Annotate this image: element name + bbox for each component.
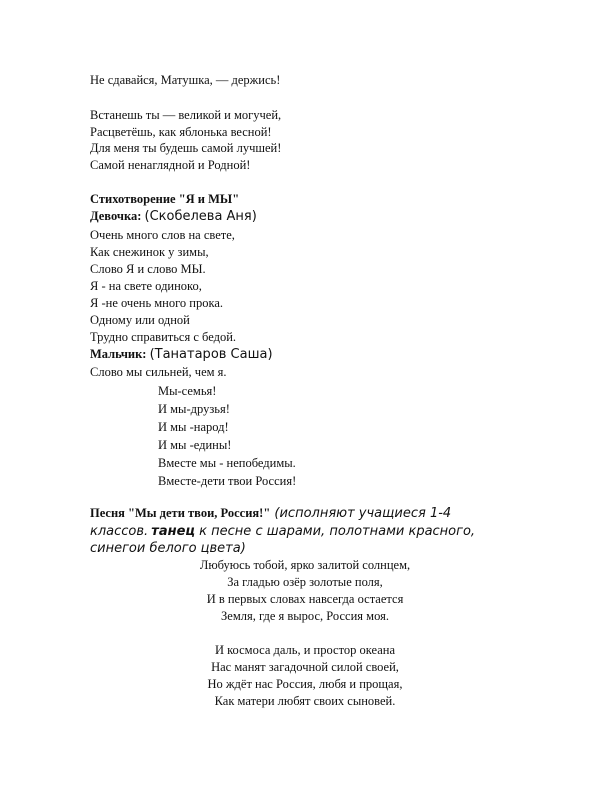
song-line: Нас манят загадочной силой своей, — [211, 660, 399, 674]
speaker-name: (Скобелева Аня) — [144, 209, 257, 224]
song-note-emphasis: танец — [151, 524, 196, 539]
speaker-line — [90, 346, 273, 363]
speaker-line — [90, 208, 257, 225]
poem-line: Трудно справиться с бедой. — [90, 330, 237, 344]
song-note-line — [90, 540, 246, 557]
song-title: Песня "Мы дети твои, Россия!" — [90, 506, 271, 520]
poem-line: Слово Я и слово МЫ. — [90, 262, 206, 276]
poem-line: Встанешь ты — великой и могучей, — [90, 108, 282, 122]
poem-line: Слово мы сильней, чем я. — [90, 365, 227, 379]
song-note: синегои белого цвета) — [90, 541, 246, 556]
song-note: классов. — [90, 524, 149, 539]
song-line: И в первых словах навсегда остается — [206, 592, 404, 606]
poem-line: Я -не очень много прока. — [90, 296, 224, 310]
poem-line: Не сдавайся, Матушка, — держись! — [90, 73, 281, 87]
song-note-line — [90, 523, 475, 540]
poem-line: Очень много слов на свете, — [90, 228, 235, 242]
song-line: Как матери любят своих сыновей. — [214, 694, 396, 708]
speaker-label: Девочка: — [90, 209, 142, 223]
poem-line: И мы -едины! — [158, 438, 232, 452]
poem-line: Самой ненаглядной и Родной! — [90, 158, 251, 172]
song-line: Любуюсь тобой, ярко залитой солнцем, — [199, 558, 411, 572]
song-heading — [90, 505, 451, 522]
poem-line: И мы-друзья! — [158, 402, 230, 416]
poem-line: Вместе мы - непобедимы. — [158, 456, 296, 470]
poem-line: Для меня ты будешь самой лучшей! — [90, 141, 282, 155]
song-line: Но ждёт нас Россия, любя и прощая, — [207, 677, 403, 691]
song-note: (исполняют учащиеся 1-4 — [270, 506, 452, 521]
song-line: И космоса даль, и простор океана — [214, 643, 396, 657]
speaker-name: (Танатаров Саша) — [149, 347, 273, 362]
poem-line: И мы -народ! — [158, 420, 229, 434]
poem-line: Мы-семья! — [158, 384, 217, 398]
song-line: Земля, где я вырос, Россия моя. — [221, 609, 389, 623]
poem-line: Расцветёшь, как яблонька весной! — [90, 125, 272, 139]
song-note: к песне с шарами, полотнами красного, — [195, 524, 476, 539]
poem-line: Я - на свете одиноко, — [90, 279, 202, 293]
poem-line: Как снежинок у зимы, — [90, 245, 209, 259]
poem-line: Вместе-дети твои Россия! — [158, 474, 297, 488]
poem-title: Стихотворение "Я и МЫ" — [90, 192, 240, 206]
song-line: За гладью озёр золотые поля, — [227, 575, 383, 589]
speaker-label: Мальчик: — [90, 347, 147, 361]
poem-line: Одному или одной — [90, 313, 190, 327]
